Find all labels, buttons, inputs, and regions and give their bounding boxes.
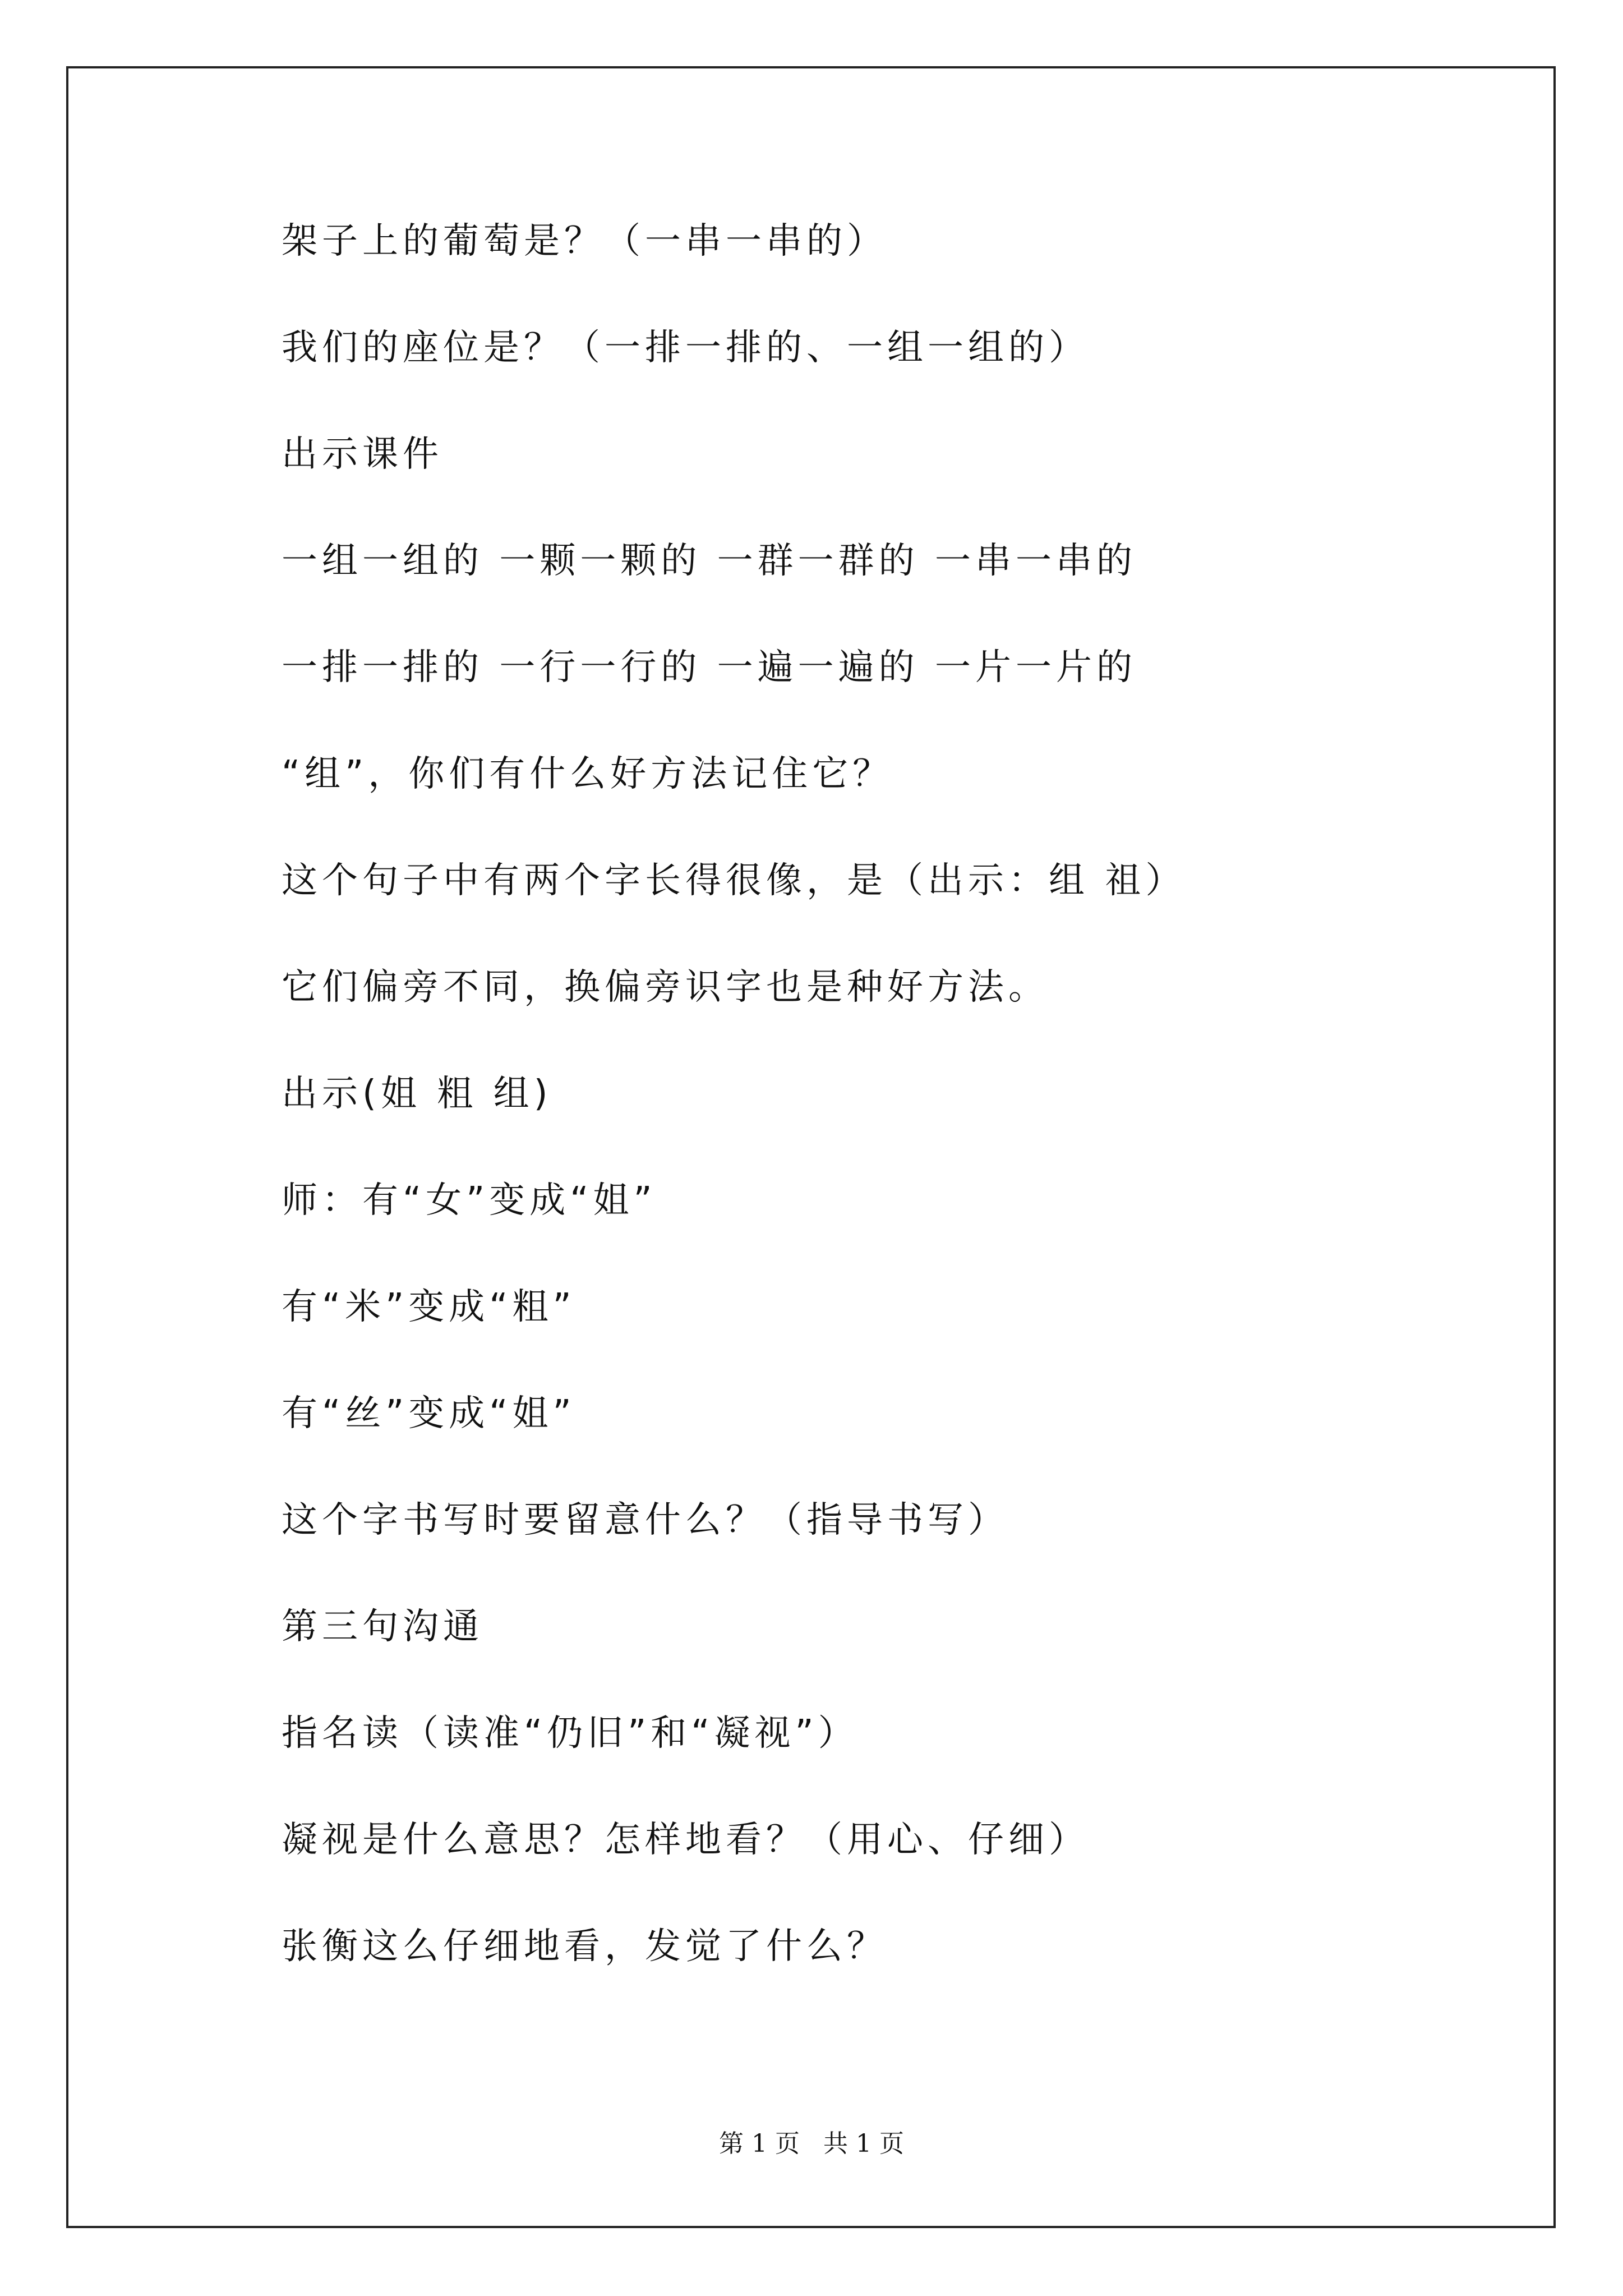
text-line: 有“米”变成“粗”: [282, 1286, 576, 1328]
text-line: “组”，你们有什么好方法记住它？: [282, 753, 893, 795]
text-line: 出示(姐 粗 组): [282, 1073, 552, 1115]
text-line: 有“丝”变成“姐”: [282, 1393, 576, 1434]
text-line: 架子上的葡萄是？（一串一串的）: [282, 220, 887, 262]
text-line: 它们偏旁不同，换偏旁识字也是种好方法。: [282, 967, 1049, 1008]
text-line: 指名读（读准“仍旧”和“凝视”）: [282, 1713, 859, 1754]
text-line: 我们的座位是？（一排一排的、一组一组的）: [282, 327, 1089, 369]
text-line: 这个句子中有两个字长得很像，是（出示：组 祖）: [282, 860, 1186, 901]
document-body: [282, 216, 1487, 2028]
text-line: 张衡这么仔细地看，发觉了什么？: [282, 1926, 887, 1967]
text-line: 一组一组的 一颗一颗的 一群一群的 一串一串的: [282, 540, 1137, 582]
text-line: 凝视是什么意思？怎样地看？（用心、仔细）: [282, 1819, 1089, 1861]
text-line: 第三句沟通: [282, 1606, 483, 1648]
page-footer: 第 1 页 共 1 页: [719, 2129, 904, 2158]
text-line: 这个字书写时要留意什么？（指导书写）: [282, 1499, 1008, 1541]
text-line: 一排一排的 一行一行的 一遍一遍的 一片一片的: [282, 647, 1137, 688]
text-line: 师：有“女”变成“姐”: [282, 1180, 657, 1221]
text-line: 出示课件: [282, 434, 443, 475]
